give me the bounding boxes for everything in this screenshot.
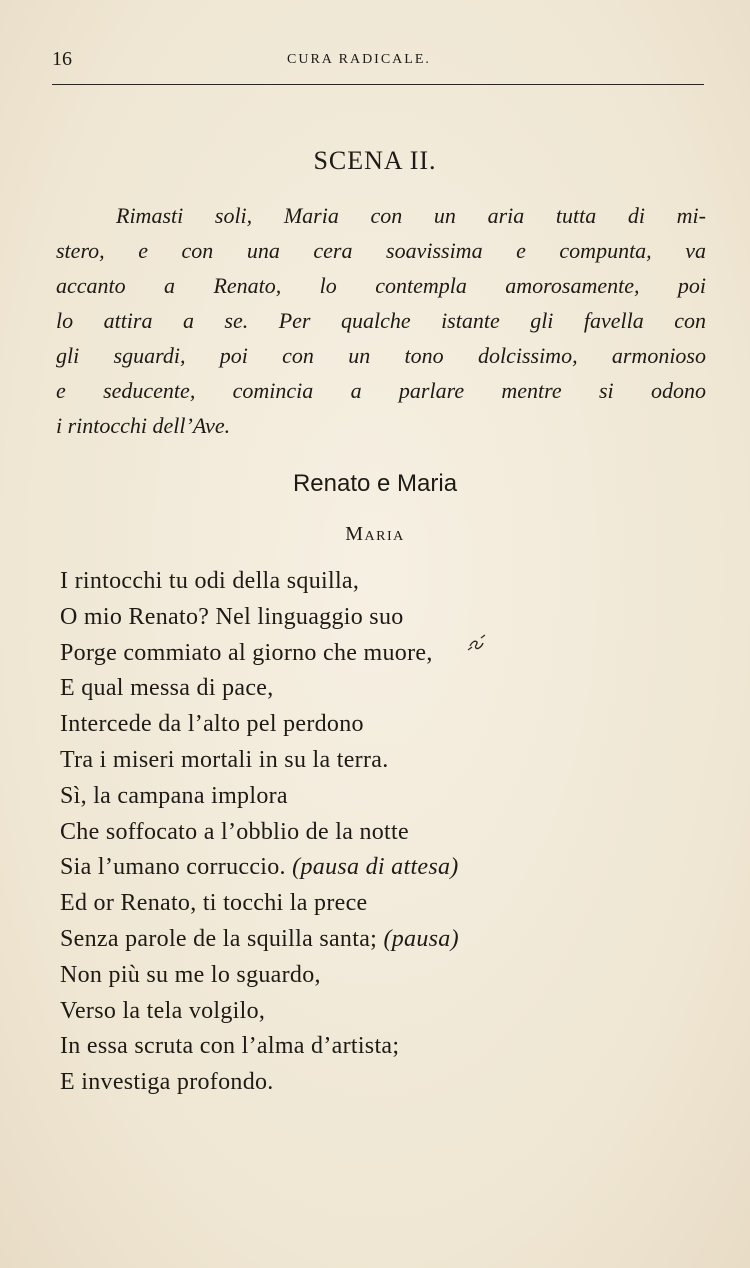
verse-line: In essa scruta con l’alma d’artista; xyxy=(60,1033,400,1060)
scene-title: SCENA II. xyxy=(313,146,437,175)
running-title: CURA RADICALE. xyxy=(287,52,431,67)
verse-line: Ed or Renato, ti tocchi la prece xyxy=(60,890,368,917)
header-rule xyxy=(52,84,704,85)
verse-line: I rintocchi tu odi della squilla, xyxy=(60,568,360,594)
verse-line xyxy=(60,850,720,886)
stage-direction xyxy=(56,198,706,443)
verse-line: Non più su me lo sguardo, xyxy=(60,961,321,988)
verse-line: Verso la tela volgilo, xyxy=(60,997,266,1024)
verse-line: Che soffocato a l’obblio de la notte xyxy=(60,818,409,845)
speaker-name: Maria xyxy=(345,523,405,545)
verse-text: Sia l’umano corruccio. xyxy=(60,854,286,881)
stage-direction-line: stero, e con una cera soavissima e compunta, va xyxy=(56,238,706,263)
verse-line: E investiga profondo. xyxy=(60,1069,274,1096)
verse-line: Intercede da l’alto pel perdono xyxy=(60,711,364,738)
stage-note: (pausa di attesa) xyxy=(292,854,459,881)
stage-direction-line: accanto a Renato, lo contempla amorosamente, poi xyxy=(56,273,706,298)
stage-direction-line: Rimasti soli, Maria con un aria tutta di mi- xyxy=(116,203,706,228)
stage-note: (pausa) xyxy=(383,925,459,952)
verse-line: Sì, la campana implora xyxy=(60,782,288,809)
scene-heading: Renato e Maria xyxy=(292,470,458,497)
verse-line xyxy=(60,922,720,958)
verse-line: O mio Renato? Nel linguaggio suo xyxy=(60,603,404,630)
verse-text: Senza parole de la squilla santa; xyxy=(60,925,378,952)
verse-line: Porge commiato al giorno che muore, xyxy=(60,639,433,666)
page-number: 16 xyxy=(52,48,72,70)
page-header xyxy=(52,48,704,72)
stage-direction-line: i rintocchi dell’Ave. xyxy=(56,413,231,438)
verse-block xyxy=(60,564,720,1101)
verse-line: Tra i miseri mortali in su la terra. xyxy=(60,746,389,773)
stage-direction-line: gli sguardi, poi con un tono dolcissimo, armonioso xyxy=(56,343,706,368)
handwritten-annotation xyxy=(466,632,488,652)
stage-direction-line: lo attira a se. Per qualche istante gli favella con xyxy=(56,308,706,333)
stage-direction-line: e seducente, comincia a parlare mentre si odono xyxy=(56,378,706,403)
verse-line: E qual messa di pace, xyxy=(60,675,274,702)
